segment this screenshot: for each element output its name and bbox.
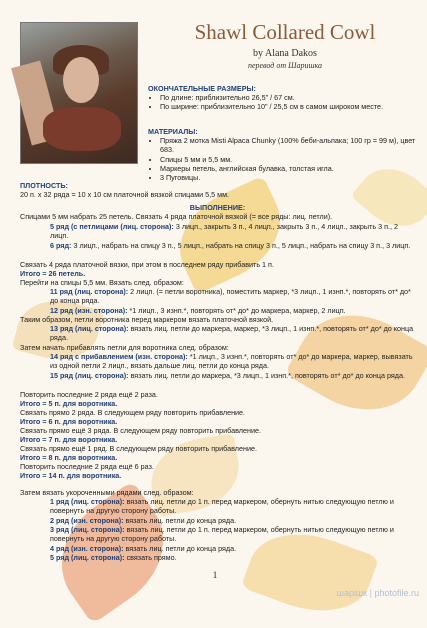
page-title: Shawl Collared Cowl	[194, 20, 376, 44]
instruction-line: Связать прямо 2 ряда. В следующем ряду повторить прибавление.	[20, 408, 246, 417]
tie-4-rows: Связать 4 ряда платочной вязки, при этом в последнем ряду прибавить 1 п.	[20, 260, 274, 269]
total-line: Итого = 14 п. для воротника.	[20, 471, 122, 480]
short-row-4: 4 ряд (изн. сторона): вязать лиц. петли до конца ряда.	[50, 544, 237, 553]
translator: перевод от Шаришка	[247, 61, 323, 70]
sizes-heading: ОКОНЧАТЕЛЬНЫЕ РАЗМЕРЫ:	[148, 84, 256, 93]
short-rows-intro: Затем вязать укороченными рядами след. образом:	[20, 488, 194, 497]
row-13: 13 ряд (лиц. сторона): вязать лиц. петли до маркера, маркер, *3 лицп., 1 изнп.*, повторять от* до* до конца ряда.	[50, 324, 414, 343]
watermark: шарiшк | photofile.ru	[336, 588, 419, 598]
row-15: 15 ряд (лиц. сторона): вязать лиц. петли до маркера, *3 лицп., 1 изнп.*, повторять от* до* до конца ряда.	[50, 371, 405, 380]
setup-text: Таким образом, петли воротника перед маркером вязать платочной вязкой.	[20, 315, 274, 324]
size-item: • По ширине: приблизительно 10" / 25,5 см в самом широком месте.	[160, 102, 416, 111]
material-item: • Пряжа 2 мотка Misti Alpaca Chunky (100% беби-альпака; 100 гр = 99 м), цвет 683.	[160, 136, 416, 154]
density-section	[20, 181, 415, 199]
short-row-5: 5 ряд (лиц. сторона): связать прямо.	[50, 553, 177, 562]
density-text: 20 п. х 32 ряда = 10 х 10 см платочной вязкой спицами 5,5 мм.	[20, 190, 230, 200]
total-line: Итого = 7 п. для воротника.	[20, 435, 118, 444]
total-26: Итого = 26 петель.	[20, 269, 86, 278]
row-11: 11 ряд (лиц. сторона): 2 лицп. (= петли воротника), поместить маркер, *3 лицп., 1 изнп.*, повторять от* до* до конца ряда.	[50, 287, 411, 306]
short-row-3: 3 ряд (лиц. сторона): вязать лиц. петли до 1 п. перед маркером, обернуть нитью следующую петлю и повернуть на другую сторону работы.	[50, 525, 394, 544]
materials-heading: МАТЕРИАЛЫ:	[148, 127, 198, 136]
instruction-line: Связать прямо ещё 1 ряд. В следующем ряду повторить прибавление.	[20, 444, 257, 453]
intro-text: Спицами 5 мм набрать 25 петель. Связать 4 ряда платочной вязкой (= все ряды: лиц. петли).	[20, 212, 333, 221]
instruction-line: Повторить последние 2 ряда ещё 2 раза.	[20, 390, 158, 399]
material-item: • Маркеры петель, английская булавка, толстая игла.	[160, 164, 416, 173]
material-item: • Спицы 5 мм и 5,5 мм.	[160, 155, 416, 164]
model-photo	[20, 22, 138, 164]
row-14: 14 ряд с прибавлением (изн. сторона): *1 лицп., 3 изнп.*, повторять от* до* до маркера, маркер, вывязать из одной петли 2 лицп., вязать дальше лиц. петли до конца ряда.	[50, 352, 413, 371]
total-line: Итого = 5 п. для воротника.	[20, 399, 118, 408]
material-item: • 3 Пуговицы.	[160, 173, 416, 182]
materials-section	[148, 127, 416, 182]
size-item: • По длине: приблизительно 26,5" / 67 см.	[160, 93, 416, 102]
row-5: 5 ряд (с петлицами (лиц. сторона): 3 лицп., закрыть 3 п., 4 лицп., закрыть 3 п., 4 лицп., закрыть 3 п., 2 лицп.	[50, 222, 398, 241]
author: by Alana Dakos	[253, 48, 317, 59]
instruction-line: Повторить последние 2 ряда ещё 6 раз.	[20, 462, 154, 471]
short-row-2: 2 ряд (изн. сторона): вязать лиц. петли до конца ряда.	[50, 516, 237, 525]
start-increase: Затем начать прибавлять петли для воротника след. образом:	[20, 343, 229, 352]
total-line: Итого = 8 п. для воротника.	[20, 453, 118, 462]
instruction-line: Связать прямо ещё 3 ряда. В следующем ряду повторить прибавление.	[20, 426, 261, 435]
density-heading: ПЛОТНОСТЬ:	[20, 181, 68, 190]
row-6: 6 ряд: 3 лицп., набрать на спицу 3 п., 5 лицп., набрать на спицу 3 п., 5 лицп., набрать на спицу 3 п., 3 лицп.	[50, 241, 411, 250]
execution-heading: ВЫПОЛНЕНИЕ:	[189, 203, 246, 212]
sizes-section	[148, 84, 416, 112]
short-row-1: 1 ряд (лиц. сторона): вязать лиц. петли до 1 п. перед маркером, обернуть нитью следующую петлю и повернуть на другую сторону работы.	[50, 497, 394, 516]
switch-needles: Перейти на спицы 5,5 мм. Вязать след. образом:	[20, 278, 184, 287]
total-line: Итого = 6 п. для воротника.	[20, 417, 118, 426]
row-12: 12 ряд (изн. сторона): *1 лицп., 3 изнп.*, повторять от* до* до маркера, маркер, 2 лицп.	[50, 306, 346, 315]
page-number: 1	[212, 570, 218, 580]
